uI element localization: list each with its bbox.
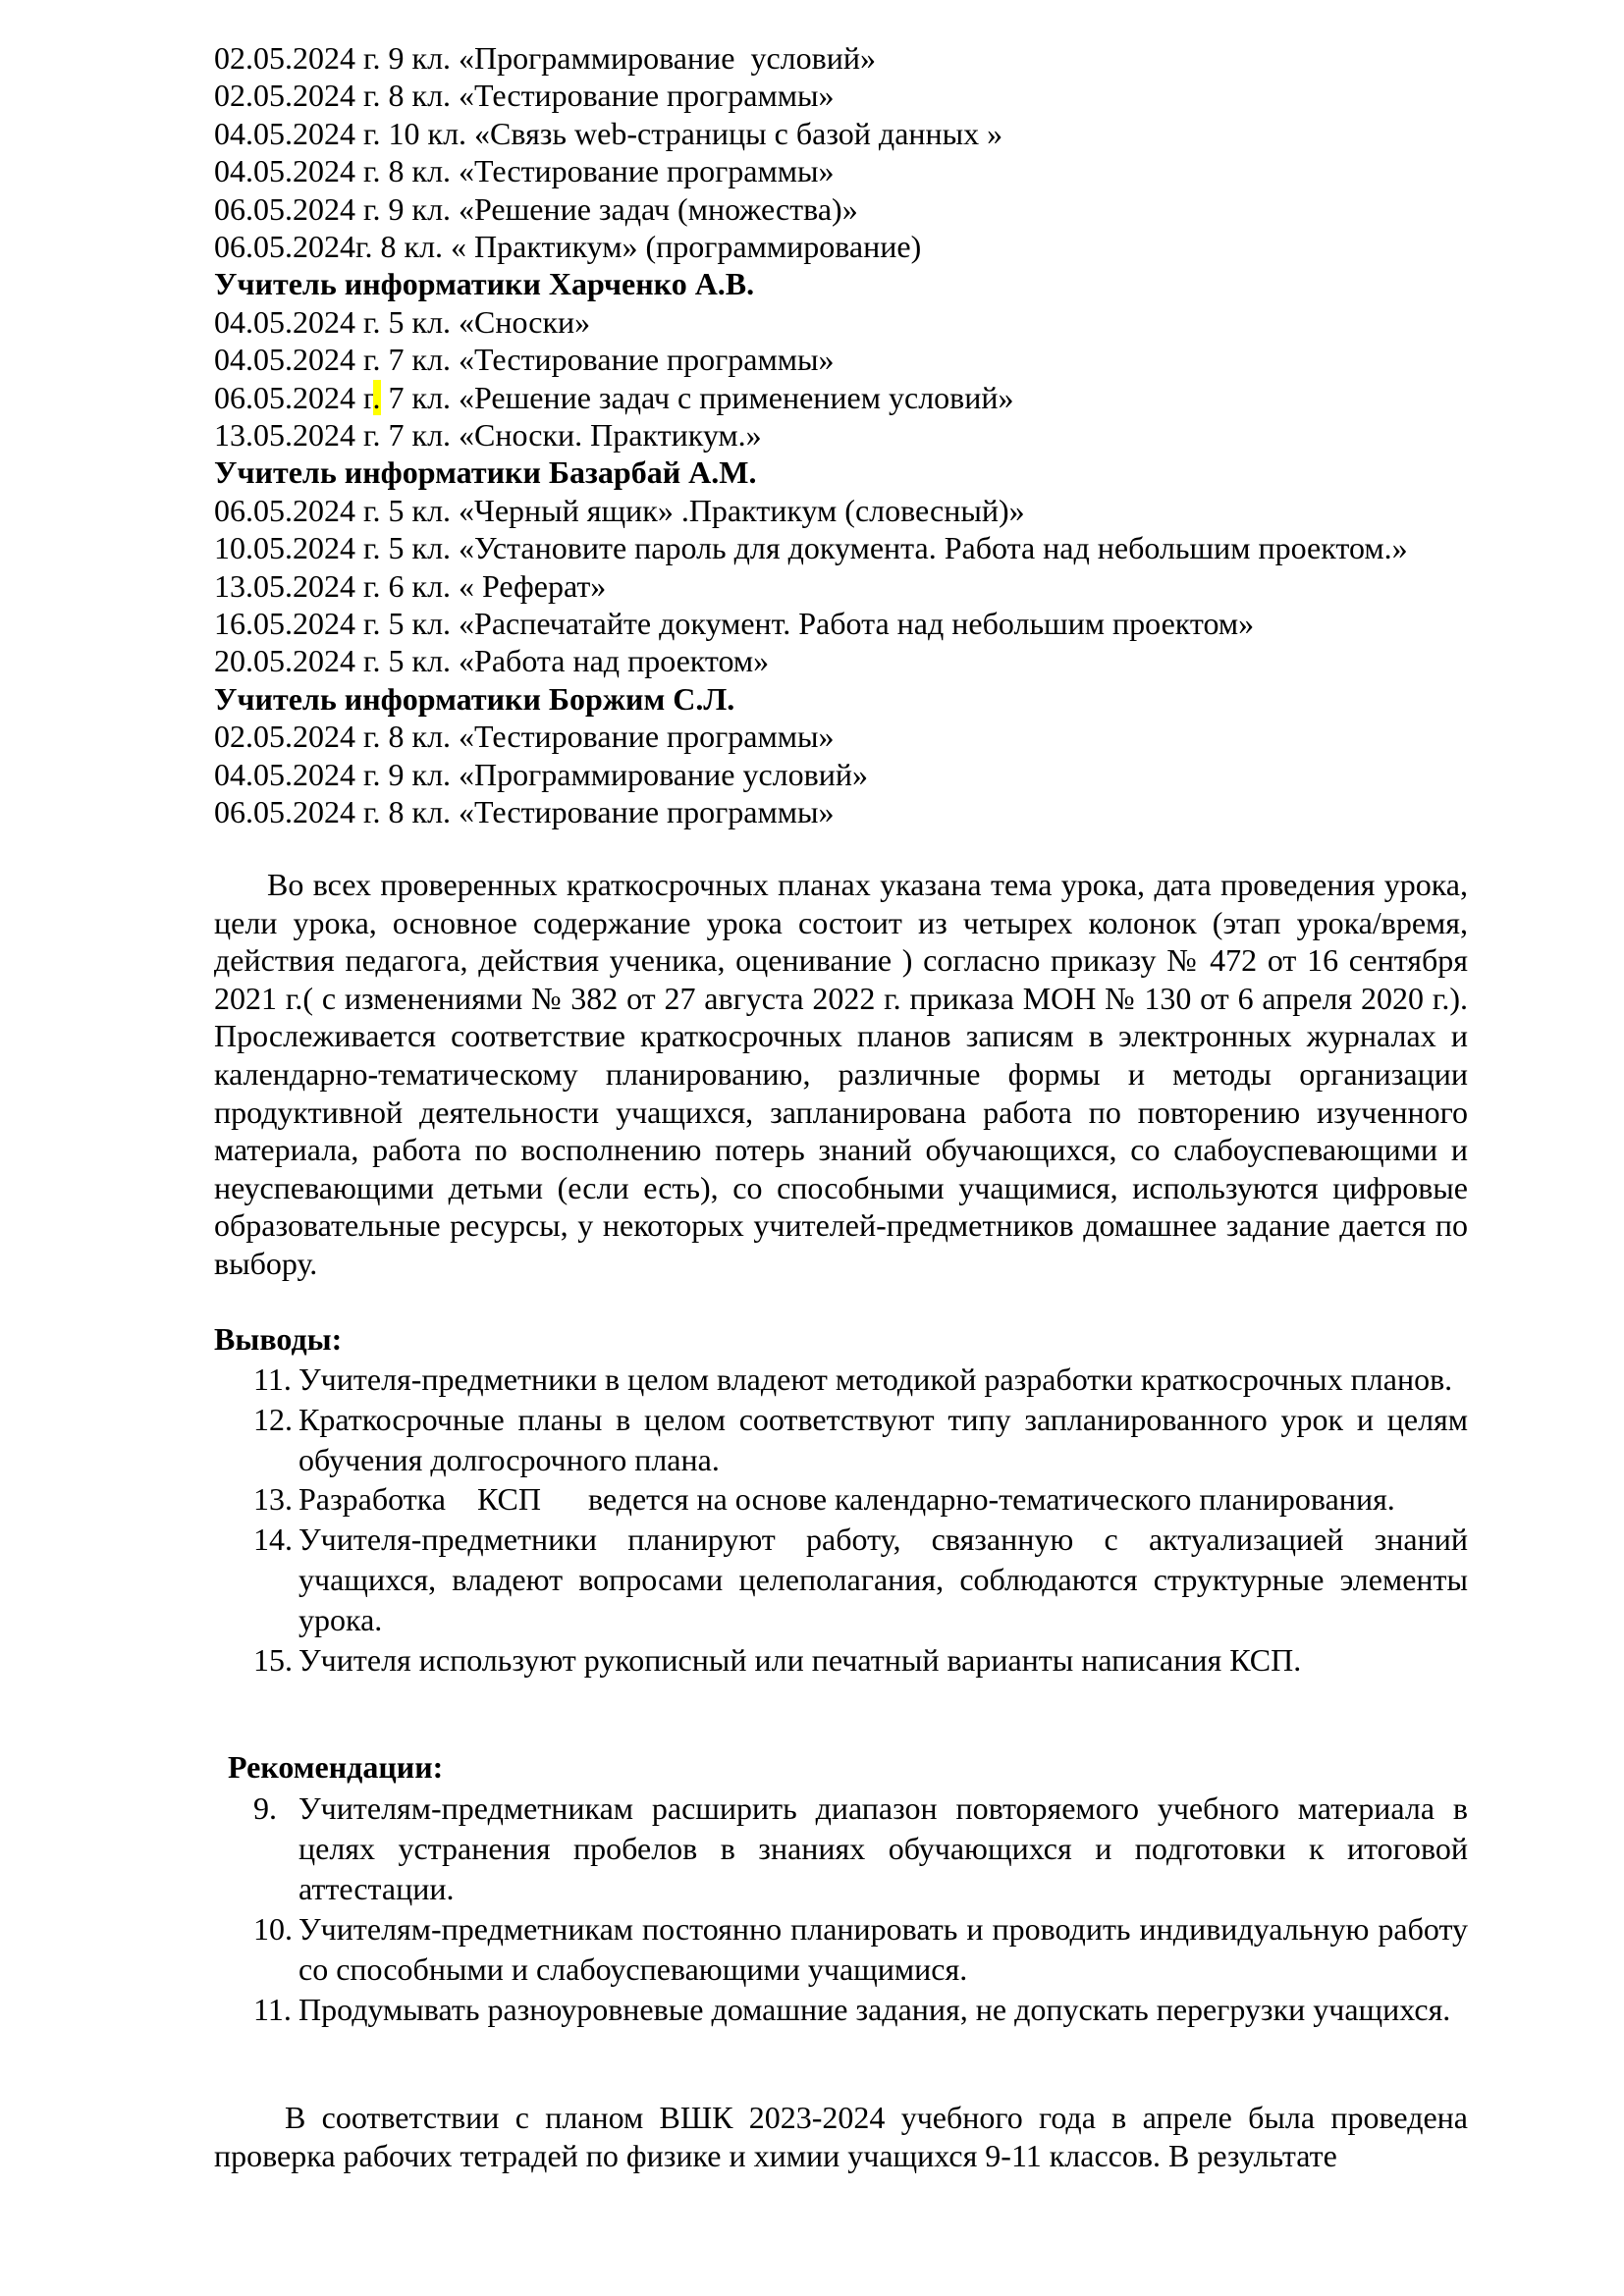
list-item-text: Разработка КСП ведется на основе календарно-тематического планирования. — [298, 1481, 1395, 1518]
teacher-heading-bazarbai: Учитель информатики Базарбай А.М. — [214, 454, 757, 490]
schedule-line: 04.05.2024 г. 9 кл. «Программирование условий» — [214, 757, 868, 792]
list-item — [214, 1520, 1468, 1639]
list-item-text: Краткосрочные планы в целом соответствуют типу запланированного урок и целям обучения долгосрочного плана. — [298, 1401, 1468, 1477]
teacher-heading-kharchenko: Учитель информатики Харченко А.В. — [214, 266, 755, 301]
schedule-line: 06.05.2024 г. 5 кл. «Черный ящик» .Практикум (словесный)» — [214, 493, 1025, 528]
list-item-text: Учителям-предметникам постоянно планировать и проводить индивидуальную работу со способными и слабоуспевающими учащимися. — [298, 1911, 1468, 1987]
schedule-line: 02.05.2024 г. 8 кл. «Тестирование программы» — [214, 719, 835, 754]
conclusions-list — [214, 1360, 1468, 1680]
schedule-line: 13.05.2024 г. 6 кл. « Реферат» — [214, 568, 607, 604]
teacher-heading-borzhim: Учитель информатики Боржим С.Л. — [214, 681, 735, 717]
recommendations-heading: Рекомендации: — [228, 1749, 444, 1785]
schedule-line: 06.05.2024 г. 8 кл. «Тестирование программы» — [214, 794, 835, 829]
schedule-line — [214, 379, 1014, 416]
list-item — [214, 1990, 1468, 2030]
list-item — [214, 1789, 1468, 1909]
highlighted-text: . — [372, 380, 381, 415]
conclusions-heading: Выводы: — [214, 1321, 343, 1357]
list-item-text: Продумывать разноуровневые домашние задания, не допускать перегрузки учащихся. — [298, 1992, 1451, 2027]
schedule-line: 02.05.2024 г. 9 кл. «Программирование условий» — [214, 40, 876, 76]
list-number: 12. — [253, 1401, 293, 1437]
list-item — [214, 1640, 1468, 1681]
list-item — [214, 1360, 1468, 1400]
schedule-line: 06.05.2024 г. 9 кл. «Решение задач (множества)» — [214, 191, 858, 227]
schedule-line: 04.05.2024 г. 10 кл. «Связь web-страницы с базой данных » — [214, 116, 1003, 151]
list-item — [214, 1909, 1468, 1990]
recommendations-list — [214, 1789, 1468, 2030]
final-paragraph: В соответствии с планом ВШК 2023-2024 учебного года в апреле была проведена проверка рабочих тетрадей по физике и химии учащихся 9-11 классов. В результате — [214, 2100, 1468, 2173]
list-item-text: Учителя-предметники планируют работу, связанную с актуализацией знаний учащихся, владеют вопросами целеполагания, соблюдаются структурные элементы урока. — [298, 1522, 1468, 1637]
schedule-line: 20.05.2024 г. 5 кл. «Работа над проектом» — [214, 643, 770, 678]
list-item-text: Учителя-предметники в целом владеют методикой разработки краткосрочных планов. — [298, 1362, 1453, 1397]
list-number: 11. — [253, 1362, 292, 1397]
list-number: 9. — [253, 1790, 277, 1826]
list-item — [214, 1479, 1468, 1520]
schedule-line: 13.05.2024 г. 7 кл. «Сноски. Практикум.» — [214, 417, 762, 453]
list-number: 10. — [253, 1911, 293, 1947]
schedule-line: 04.05.2024 г. 7 кл. «Тестирование программы» — [214, 342, 835, 377]
list-item-text: Учителям-предметникам расширить диапазон повторяемого учебного материала в целях устранения пробелов в знаниях обучающихся и подготовки к итоговой аттестации. — [298, 1790, 1468, 1906]
schedule-line: 10.05.2024 г. 5 кл. «Установите пароль для документа. Работа над небольшим проектом.» — [214, 530, 1408, 565]
list-number: 15. — [253, 1641, 293, 1678]
schedule-line: 06.05.2024г. 8 кл. « Практикум» (программирование) — [214, 229, 922, 264]
schedule-line: 16.05.2024 г. 5 кл. «Распечатайте документ. Работа над небольшим проектом» — [214, 606, 1255, 641]
list-number: 14. — [253, 1522, 293, 1558]
schedule-line: 02.05.2024 г. 8 кл. «Тестирование программы» — [214, 78, 835, 113]
line-part: 06.05.2024 г — [214, 380, 373, 415]
schedule-line: 04.05.2024 г. 5 кл. «Сноски» — [214, 304, 591, 340]
list-number: 13. — [253, 1481, 293, 1518]
list-item — [214, 1400, 1468, 1480]
line-part: 7 кл. «Решение задач с применением условий» — [380, 380, 1014, 415]
list-number: 11. — [253, 1992, 292, 2027]
schedule-line: 04.05.2024 г. 8 кл. «Тестирование программы» — [214, 153, 835, 188]
summary-paragraph: Во всех проверенных краткосрочных планах указана тема урока, дата проведения урока, цели урока, основное содержание урока состоит из четырех колонок (этап урока/время, действия педагога, действия ученика, оценивание ) согласно приказу № 472 от 16 сентября 2021 г.( с изменениями № 382 от 27 августа 2022 г. приказа МОН № 130 от 6 апреля 2020 г.). Прослеживается соответствие краткосрочных планов записям в электронных журналах и календарно-тематическому планированию, различные формы и методы организации продуктивной деятельности учащихся, запланирована работа по повторению изученного материала, работа по восполнению потерь знаний обучающихся, со слабоуспевающими и неуспевающими детьми (если есть), со способными учащимися, используются цифровые образовательные ресурсы, у некоторых учителей-предметников домашнее задание дается по выбору. — [214, 867, 1468, 1281]
list-item-text: Учителя используют рукописный или печатный варианты написания КСП. — [298, 1641, 1302, 1678]
